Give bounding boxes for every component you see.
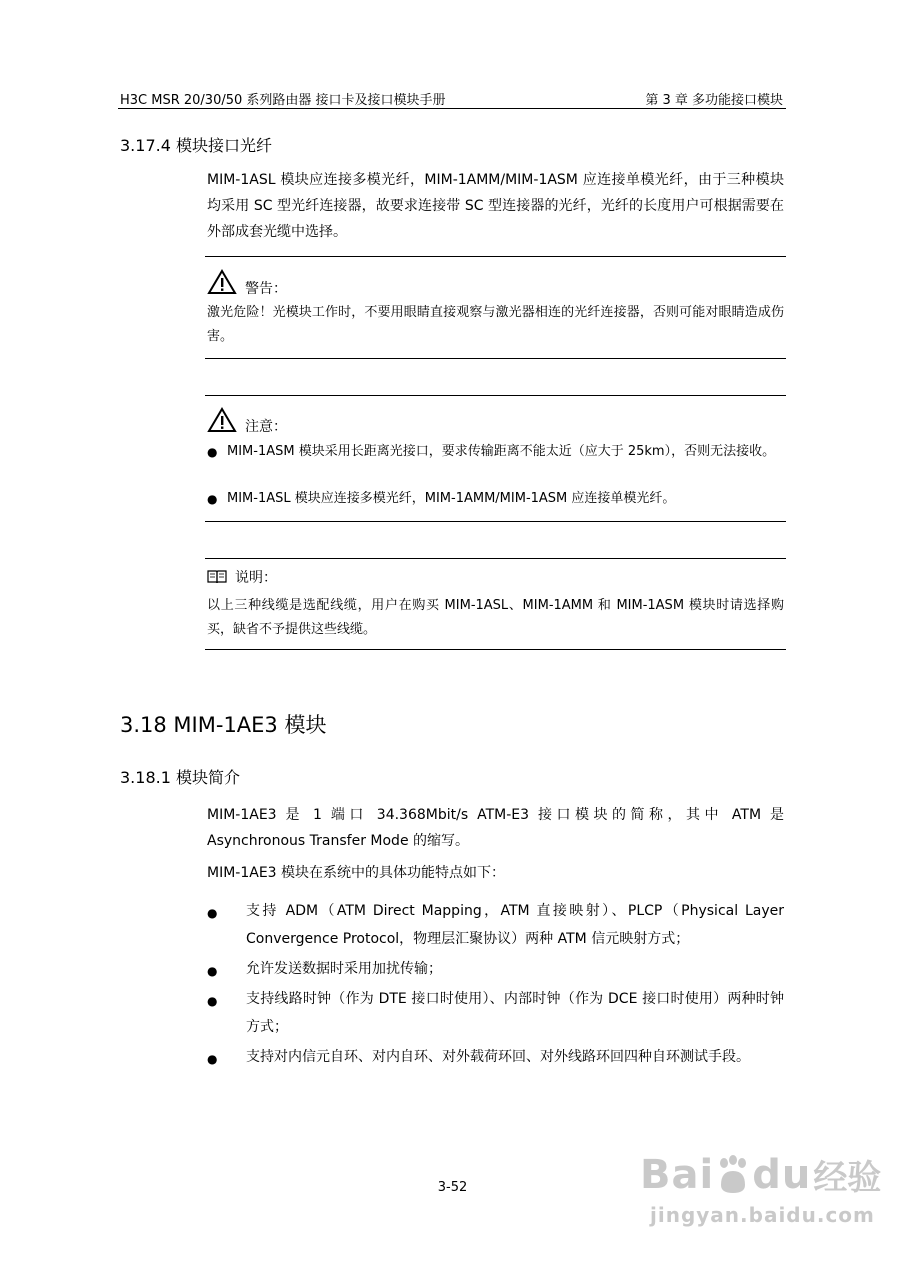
- note-header: [207, 567, 277, 587]
- header-chapter: 第 3 章 多功能接口模块: [645, 93, 783, 108]
- feature-bullet-icon: ●: [207, 1052, 218, 1066]
- feature-bullet-icon: ●: [207, 994, 218, 1008]
- feature-item: 支持对内信元自环、对内自环、对外载荷环回、对外线路环回四种自环测试手段。: [246, 1049, 750, 1065]
- watermark-brand: Bai: [640, 1151, 715, 1198]
- feature-bullet-icon: ●: [207, 906, 218, 920]
- section-body-paragraph: MIM-1ASL 模块应连接多模光纤，MIM-1AMM/MIM-1ASM 应连接单模光纤，由于三种模块均采用 SC 型光纤连接器，故要求连接带 SC 型连接器的光纤，光纤的长度用户可根据需要在外部成套光缆中选择。: [207, 172, 784, 240]
- intro-paragraph: MIM-1AE3 是 1 端口 34.368Mbit/s ATM-E3 接口模块的简称，其中 ATM 是 Asynchronous Transfer Mode 的缩写。: [207, 807, 784, 849]
- caution-bullet-icon: ●: [207, 445, 218, 459]
- page-number: 3-52: [437, 1180, 468, 1195]
- feature-item: 支持 ADM（ATM Direct Mapping，ATM 直接映射）、PLCP（Physical Layer Convergence Protocol，物理层汇聚协议）两种 ATM 信元映射方式；: [246, 903, 784, 947]
- note-text: 以上三种线缆是选配线缆，用户在购买 MIM-1ASL、MIM-1AMM 和 MIM-1ASM 模块时请选择购买，缺省不予提供这些线缆。: [207, 598, 784, 637]
- caution-bullet-icon: ●: [207, 492, 218, 506]
- warning-triangle-icon: [207, 269, 237, 295]
- feature-item: 允许发送数据时采用加扰传输；: [246, 961, 442, 977]
- header-title: H3C MSR 20/30/50 系列路由器 接口卡及接口模块手册: [120, 93, 446, 108]
- baidu-jingyan-watermark: [640, 1150, 881, 1199]
- note-label: 说明：: [235, 570, 277, 586]
- caution-header: [207, 404, 287, 436]
- note-bottom-rule: [205, 649, 786, 650]
- feature-bullet-icon: ●: [207, 964, 218, 978]
- warning-text: 激光危险！光模块工作时，不要用眼睛直接观察与激光器相连的光纤连接器，否则可能对眼睛造成伤害。: [207, 305, 784, 344]
- warning-header: [207, 266, 287, 298]
- caution-bottom-rule: [205, 521, 786, 522]
- caution-triangle-icon: [207, 407, 237, 433]
- section-heading-3-17-4: 3.17.4 模块接口光纤: [120, 136, 272, 155]
- watermark-url: jingyan.baidu.com: [650, 1203, 875, 1227]
- watermark-brand-du: du: [752, 1151, 812, 1198]
- note-top-rule: [205, 558, 786, 559]
- caution-item: MIM-1ASM 模块采用长距离光接口，要求传输距离不能太近（应大于 25km），否则无法接收。: [227, 444, 776, 459]
- feature-item: 支持线路时钟（作为 DTE 接口时使用）、内部时钟（作为 DCE 接口时使用）两种时钟方式；: [246, 991, 784, 1035]
- caution-top-rule: [205, 395, 786, 396]
- warning-label: 警告：: [245, 281, 287, 297]
- paw-icon: [716, 1155, 750, 1195]
- caution-item: MIM-1ASL 模块应连接多模光纤，MIM-1AMM/MIM-1ASM 应连接单模光纤。: [227, 491, 676, 506]
- book-icon: [207, 569, 227, 585]
- caution-label: 注意：: [245, 419, 287, 435]
- header-divider: [118, 108, 786, 109]
- warning-bottom-rule: [205, 358, 786, 359]
- section-heading-3-18-1: 3.18.1 模块简介: [120, 768, 240, 787]
- watermark-brand-cn: 经验: [813, 1158, 882, 1198]
- warning-top-rule: [205, 256, 786, 257]
- features-lead-paragraph: MIM-1AE3 模块在系统中的具体功能特点如下：: [207, 865, 506, 881]
- section-heading-3-18: 3.18 MIM-1AE3 模块: [120, 713, 327, 737]
